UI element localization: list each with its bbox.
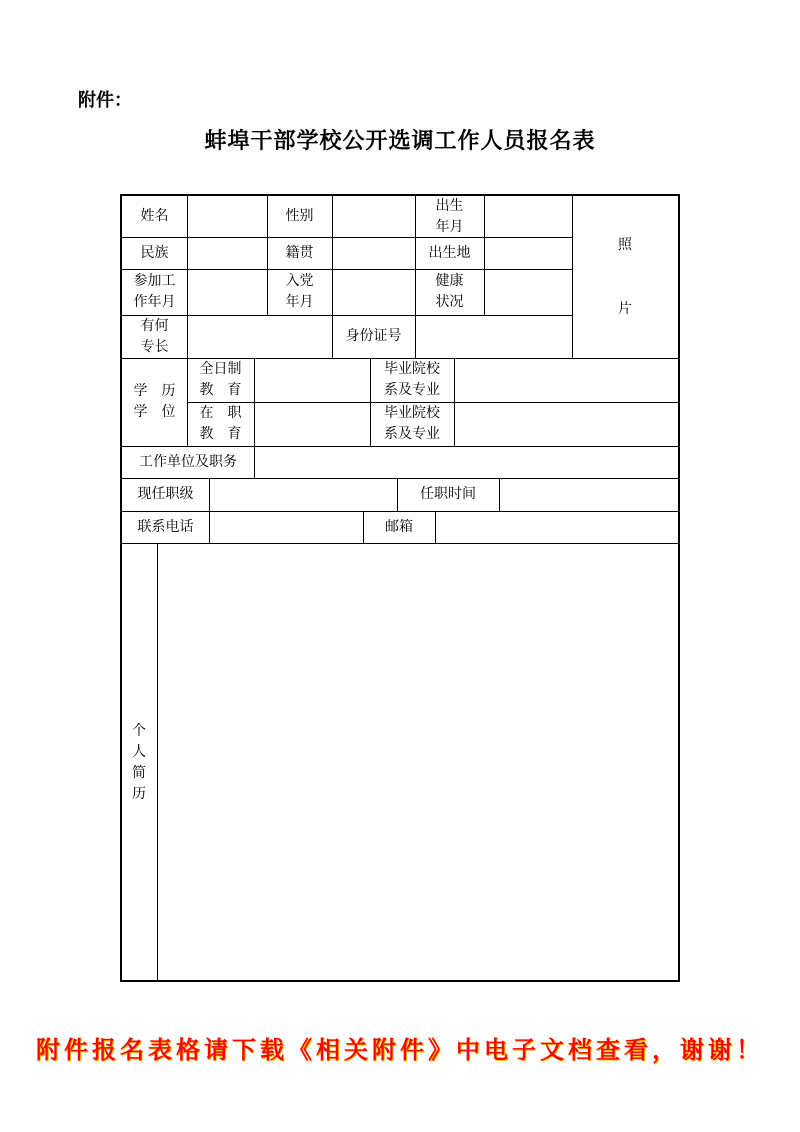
work-unit-label: 工作单位及职务	[139, 453, 237, 470]
name-field[interactable]	[188, 196, 267, 237]
current-rank-field[interactable]	[210, 479, 397, 511]
party-join-label: 入党 年月	[285, 273, 314, 310]
fulltime-edu-field[interactable]	[255, 359, 370, 402]
resume-label: 个人简历	[132, 723, 146, 802]
inservice-school-label: 毕业院校 系及专业	[384, 405, 440, 442]
health-field[interactable]	[485, 270, 572, 315]
phone-label: 联系电话	[137, 518, 194, 535]
registration-form	[120, 194, 680, 982]
party-join-field[interactable]	[333, 270, 415, 315]
fulltime-school-label: 毕业院校 系及专业	[384, 361, 440, 398]
name-label: 姓名	[140, 208, 169, 224]
inservice-school-field[interactable]	[455, 403, 678, 446]
download-notice: 附件报名表格请下载《相关附件》中电子文档查看，谢谢！	[36, 1036, 764, 1064]
inservice-edu-label: 在 职 教 育	[199, 405, 242, 442]
work-unit-field[interactable]	[255, 447, 678, 478]
specialty-field[interactable]	[188, 316, 332, 358]
resume-field[interactable]	[158, 544, 678, 980]
inservice-edu-field[interactable]	[255, 403, 370, 446]
rank-time-label: 任职时间	[420, 486, 476, 502]
birthplace-label: 出生地	[428, 244, 471, 261]
photo-label-1: 照	[618, 236, 632, 253]
ethnicity-field[interactable]	[188, 238, 267, 269]
specialty-label: 有何 专长	[140, 317, 169, 355]
fulltime-edu-label: 全日制 教 育	[199, 361, 242, 398]
phone-field[interactable]	[210, 512, 363, 543]
ethnicity-label: 民族	[140, 244, 169, 261]
fulltime-school-field[interactable]	[455, 359, 678, 402]
native-place-label: 籍贯	[285, 244, 314, 261]
birth-date-label: 出生 年月	[435, 197, 464, 235]
current-rank-label: 现任职级	[137, 486, 194, 502]
gender-field[interactable]	[333, 196, 415, 237]
work-start-field[interactable]	[188, 270, 267, 315]
email-field[interactable]	[436, 512, 678, 543]
id-number-field[interactable]	[416, 316, 572, 358]
health-label: 健康 状况	[435, 273, 464, 310]
native-place-field[interactable]	[333, 238, 415, 269]
education-label: 学 历 学 位	[133, 383, 176, 420]
gender-label: 性别	[285, 208, 314, 224]
id-number-label: 身份证号	[345, 328, 402, 344]
photo-label-2: 片	[618, 300, 632, 317]
email-label: 邮箱	[385, 518, 413, 535]
birthplace-field[interactable]	[485, 238, 572, 269]
attachment-label: 附件：	[78, 90, 132, 111]
form-title: 蚌埠干部学校公开选调工作人员报名表	[204, 129, 596, 154]
rank-time-field[interactable]	[500, 479, 678, 511]
work-start-label: 参加工 作年月	[133, 273, 176, 310]
photo-area[interactable]	[573, 196, 678, 358]
birth-date-field[interactable]	[485, 196, 572, 237]
